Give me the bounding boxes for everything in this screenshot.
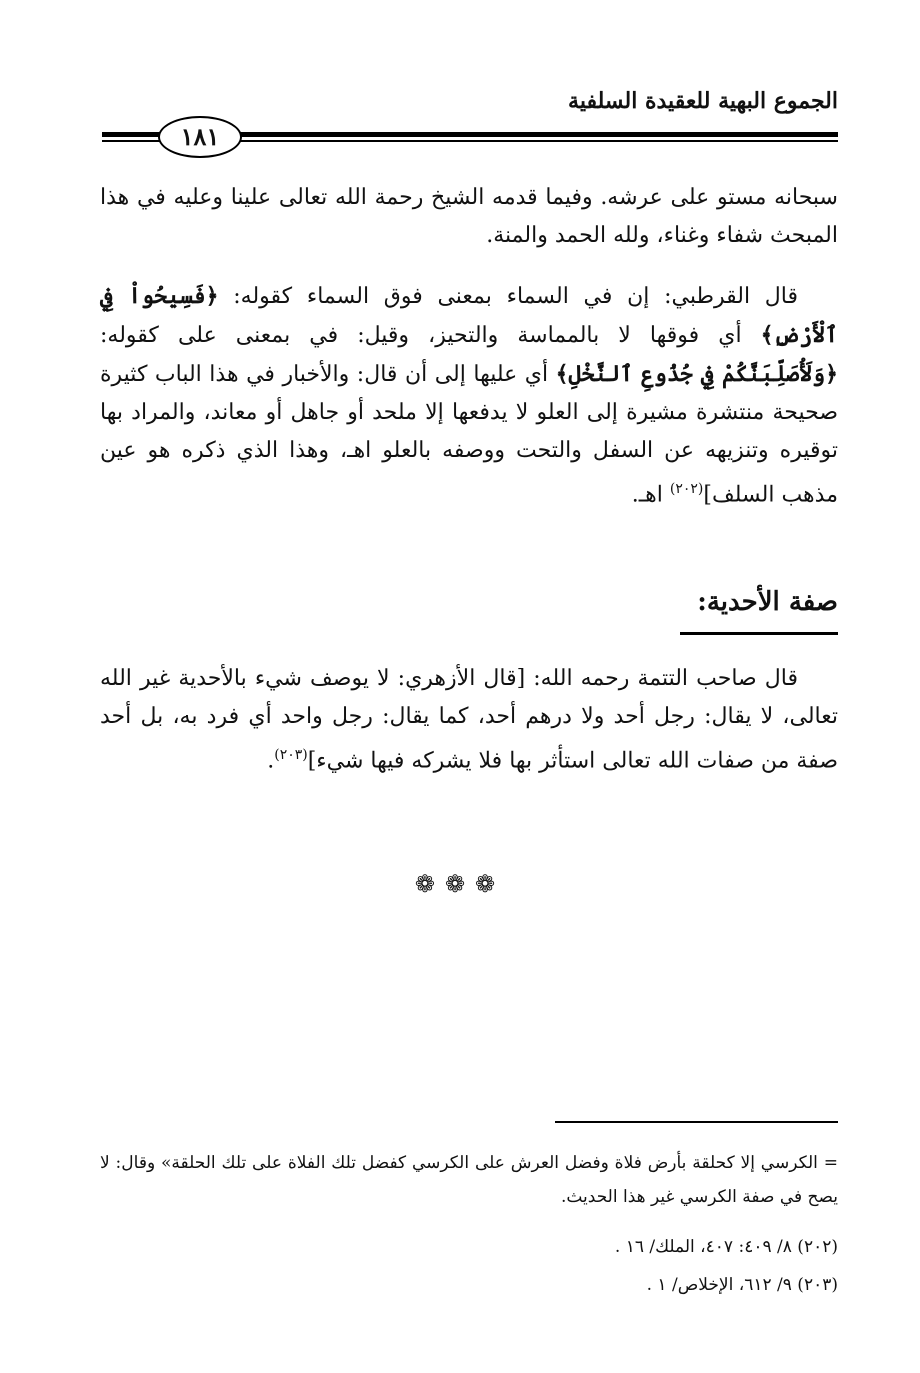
paragraph-1: سبحانه مستو على عرشه. وفيما قدمه الشيخ رحمة الله تعالى علينا وعليه في هذا المبحث شفاء وغناء، ولله الحمد والمنة. [100, 185, 838, 248]
paragraph-2-end: اهـ. [631, 482, 670, 508]
quran-verse-1: ﴿فَسِيحُواْ فِي ٱلْأَرْضِ﴾ [100, 283, 838, 348]
page-number: ١٨١ [158, 116, 242, 158]
footnote-ref-203: (٢٠٣) [274, 747, 308, 763]
footnote-separator [555, 1121, 838, 1123]
section-heading: صفة الأحدية: [697, 587, 838, 617]
paragraph-qurtubi [100, 277, 838, 514]
footnote-203: (٢٠٣) ٩/ ٦١٢، الإخلاص/ ١ . [646, 1275, 838, 1295]
footnote-ref-202: (٢٠٢) [669, 481, 704, 497]
paragraph-2-mid: أي فوقها لا بالمماسة والتحيز، وقيل: في بمعنى على كقوله: [100, 323, 742, 348]
paragraph-2-intro: قال القرطبي: إن في السماء بمعنى فوق السماء كقوله: [233, 284, 798, 309]
running-header-title: الجموع البهية للعقيدة السلفية [568, 88, 838, 114]
paragraph-2-rest: أي عليها إلى أن قال: والأخبار في هذا الباب كثيرة صحيحة منتشرة مشيرة إلى العلو لا يدفعها إلا ملحد أو جاهل أو معاند، والمراد بها توقيره وتنزيهه عن السفل والتحت ووصفه بالعلو اهـ، وهذا الذي ذكره هو عين مذهب السلف] [100, 362, 838, 508]
section-heading-underline [680, 632, 838, 635]
paragraph-3-text: قال صاحب التتمة رحمه الله: [قال الأزهري: لا يوصف شيء بالأحدية غير الله تعالى، لا يقال: رجل أحد ولا درهم أحد، كما يقال: رجل واحد أي فرد به، بل أحد صفة من صفات الله تعالى استأثر بها فلا يشركه فيها شيء] [100, 666, 838, 774]
quran-verse-2: ﴿وَلَأُصَلِّبَنَّكُمْ فِي جُذُوعِ ٱلنَّخْلِ﴾ [555, 361, 838, 387]
footnote-continuation: = الكرسي إلا كحلقة بأرض فلاة وفضل العرش على الكرسي كفضل تلك الفلاة على تلك الحلقة» وقال: لا يصح في صفة الكرسي غير هذا الحديث. [100, 1153, 838, 1207]
paragraph-3-end: . [267, 748, 275, 774]
paragraph-ahadiyya [100, 660, 838, 780]
section-end-ornaments: ❁❁❁ [414, 870, 506, 898]
footnote-202: (٢٠٢) ٨/ ٤٠٩: ٤٠٧، الملك/ ١٦ . [614, 1237, 838, 1257]
